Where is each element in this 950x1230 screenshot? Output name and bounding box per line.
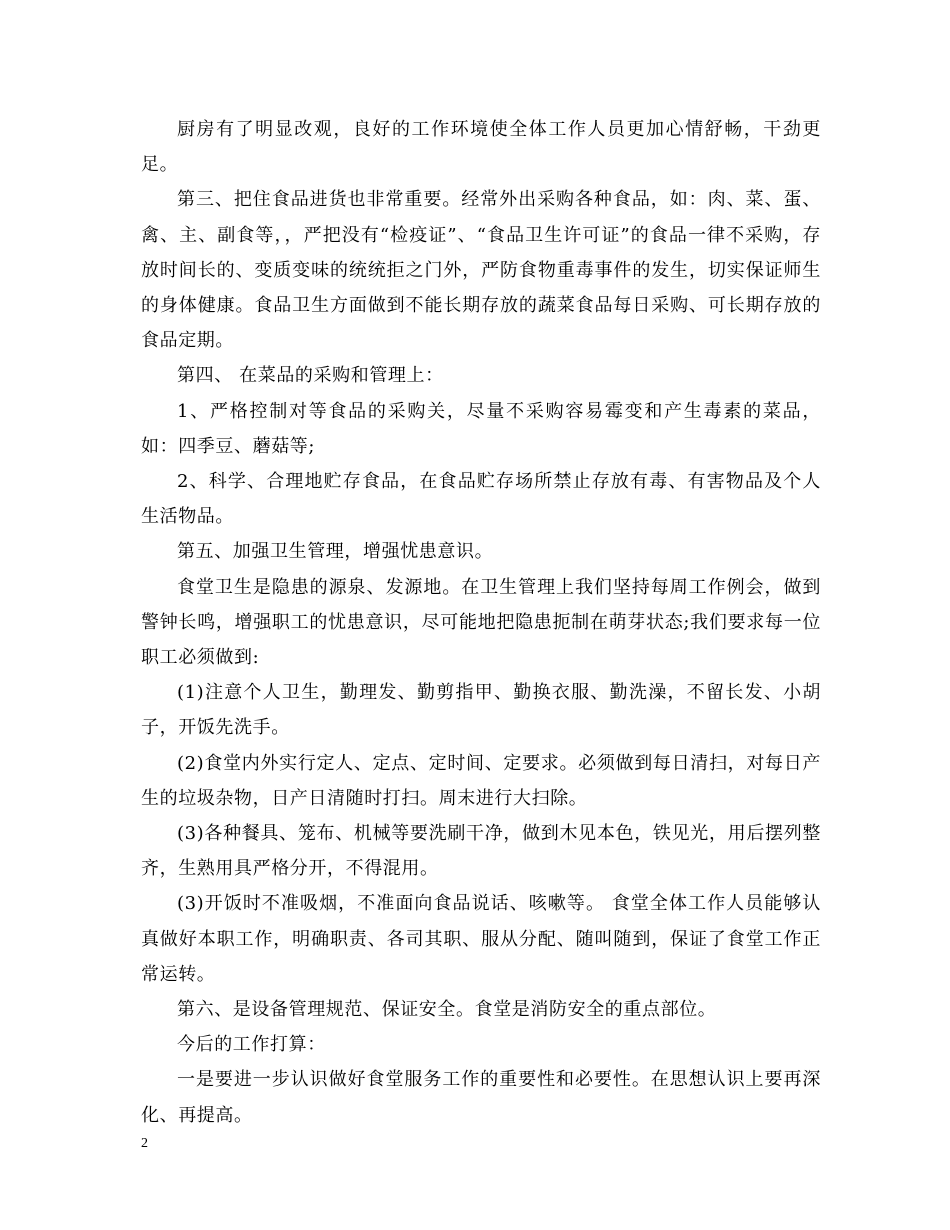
section-heading: 今后的工作打算： xyxy=(177,1034,326,1056)
document-body xyxy=(141,112,821,1133)
list-item: (3)开饭时不准吸烟，不准面向食品说话、咳嗽等。 食堂全体工作人员能够认真做好本职工作，明确职责、各司其职、服从分配、随叫随到，保证了食堂工作正常运转。 xyxy=(141,893,821,985)
section-heading: 第五、加强卫生管理，增强忧患意识。 xyxy=(177,541,494,563)
paragraph: 第三、把住食品进货也非常重要。经常外出采购各种食品，如：肉、菜、蛋、禽、主、副食等，，严把没有“检疫证”、“食品卫生许可证”的食品一律不采购，存放时间长的、变质变味的统统拒之门外，严防食物重毒事件的发生，切实保证师生的身体健康。食品卫生方面做到不能长期存放的蔬菜食品每日采购、可长期存放的食品定期。 xyxy=(141,189,821,352)
page-number: 2 xyxy=(141,1136,148,1151)
list-item: (3)各种餐具、笼布、机械等要洗刷干净，做到木见本色，铁见光，用后摆列整齐，生熟用具严格分开，不得混用。 xyxy=(141,823,821,880)
paragraph: 食堂卫生是隐患的源泉、发源地。在卫生管理上我们坚持每周工作例会，做到警钟长鸣，增强职工的忧患意识，尽可能地把隐患扼制在萌芽状态;我们要求每一位职工必须做到: xyxy=(141,576,821,669)
list-item: (1)注意个人卫生，勤理发、勤剪指甲、勤换衣服、勤洗澡，不留长发、小胡子，开饭先洗手。 xyxy=(141,682,821,739)
list-item: 2、科学、合理地贮存食品，在食品贮存场所禁止存放有毒、有害物品及个人生活物品。 xyxy=(141,471,821,528)
list-item: (2)食堂内外实行定人、定点、定时间、定要求。必须做到每日清扫，对每日产生的垃圾杂物，日产日清随时打扫。周末进行大扫除。 xyxy=(141,752,821,809)
section-heading: 第六、是设备管理规范、保证安全。食堂是消防安全的重点部位。 xyxy=(177,999,717,1021)
list-item: 1、严格控制对等食品的采购关，尽量不采购容易霉变和产生毒素的菜品，如：四季豆、蘑菇等; xyxy=(141,400,821,457)
paragraph: 一是要进一步认识做好食堂服务工作的重要性和必要性。在思想认识上要再深化、再提高。 xyxy=(141,1069,821,1126)
paragraph: 厨房有了明显改观，良好的工作环境使全体工作人员更加心情舒畅，干劲更足。 xyxy=(141,119,821,176)
section-heading: 第四、 在菜品的采购和管理上： xyxy=(177,365,444,387)
